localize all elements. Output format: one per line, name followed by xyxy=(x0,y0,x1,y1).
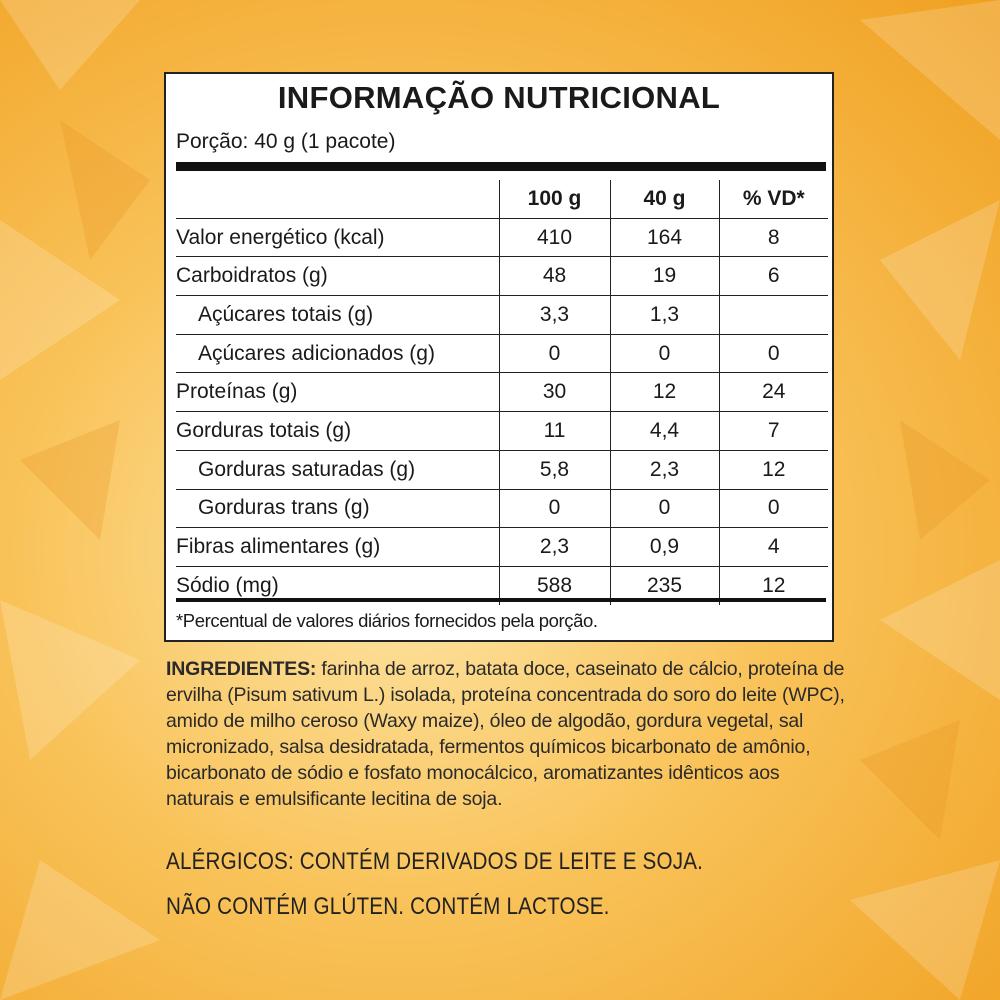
cell-100g: 0 xyxy=(499,334,610,373)
cell-vd: 0 xyxy=(719,489,828,528)
cell-40g: 19 xyxy=(610,257,719,296)
header-100g: 100 g xyxy=(499,180,610,218)
cell-100g: 30 xyxy=(499,373,610,412)
table-header-row xyxy=(176,180,828,218)
cell-100g: 5,8 xyxy=(499,450,610,489)
cell-40g: 235 xyxy=(610,566,719,604)
cell-40g: 12 xyxy=(610,373,719,412)
portion-size: Porção: 40 g (1 pacote) xyxy=(176,130,396,153)
cell-100g: 410 xyxy=(499,218,610,257)
row-label: Proteínas (g) xyxy=(176,373,499,412)
row-label: Fibras alimentares (g) xyxy=(176,528,499,567)
cell-100g: 48 xyxy=(499,257,610,296)
cell-100g: 0 xyxy=(499,489,610,528)
nutrition-table xyxy=(176,180,828,605)
cell-vd: 12 xyxy=(719,450,828,489)
header-vd: % VD* xyxy=(719,180,828,218)
cell-40g: 2,3 xyxy=(610,450,719,489)
cell-100g: 11 xyxy=(499,412,610,451)
row-label: Gorduras totais (g) xyxy=(176,412,499,451)
cell-vd: 4 xyxy=(719,528,828,567)
table-row xyxy=(176,373,828,412)
ingredients-text: farinha de arroz, batata doce, caseinato de cálcio, proteína de ervilha (Pisum sativum L.) isolada, proteína concentrada do soro do leite (WPC), amido de milho ceroso (Waxy maize), óleo de algodão, gordura vegetal, sal micronizado, salsa desidratada, fermentos químicos bicarbonato de amônio, bicarbonato de sódio e fosfato monocálcico, aromatizantes idênticos aos naturais e emulsificante lecitina de soja. xyxy=(166,658,845,810)
table-row xyxy=(176,412,828,451)
bottom-divider xyxy=(176,598,826,602)
allergen-warning: ALÉRGICOS: CONTÉM DERIVADOS DE LEITE E SOJA. xyxy=(166,848,704,875)
cell-40g: 0 xyxy=(610,334,719,373)
cell-100g: 3,3 xyxy=(499,296,610,335)
table-row xyxy=(176,218,828,257)
footnote: *Percentual de valores diários fornecidos pela porção. xyxy=(176,610,598,631)
cell-vd xyxy=(719,296,828,335)
cell-vd: 12 xyxy=(719,566,828,604)
ingredients-heading: INGREDIENTES: xyxy=(166,658,317,680)
row-label: Gorduras trans (g) xyxy=(176,489,499,528)
cell-40g: 4,4 xyxy=(610,412,719,451)
cell-vd: 6 xyxy=(719,257,828,296)
cell-40g: 0 xyxy=(610,489,719,528)
cell-vd: 24 xyxy=(719,373,828,412)
cell-40g: 164 xyxy=(610,218,719,257)
header-label xyxy=(176,180,499,218)
table-row xyxy=(176,296,828,335)
table-row xyxy=(176,528,828,567)
row-label: Carboidratos (g) xyxy=(176,257,499,296)
cell-vd: 0 xyxy=(719,334,828,373)
panel-title: INFORMAÇÃO NUTRICIONAL xyxy=(277,80,721,115)
table-row xyxy=(176,334,828,373)
table-row xyxy=(176,257,828,296)
row-label: Sódio (mg) xyxy=(176,573,279,597)
row-label: Açúcares totais (g) xyxy=(176,296,499,335)
table-row xyxy=(176,450,828,489)
row-label: Valor energético (kcal) xyxy=(176,218,499,257)
header-40g: 40 g xyxy=(610,180,719,218)
nutrition-facts-panel xyxy=(164,72,834,642)
row-label: Gorduras saturadas (g) xyxy=(176,450,499,489)
cell-40g: 1,3 xyxy=(610,296,719,335)
ingredients-block xyxy=(166,656,846,812)
cell-100g: 2,3 xyxy=(499,528,610,567)
cell-vd: 7 xyxy=(719,412,828,451)
cell-40g: 0,9 xyxy=(610,528,719,567)
gluten-lactose-warning: NÃO CONTÉM GLÚTEN. CONTÉM LACTOSE. xyxy=(166,893,610,920)
cell-100g: 588 xyxy=(499,566,610,604)
thick-divider xyxy=(176,162,826,171)
row-label: Açúcares adicionados (g) xyxy=(176,334,499,373)
table-row xyxy=(176,489,828,528)
cell-vd: 8 xyxy=(719,218,828,257)
